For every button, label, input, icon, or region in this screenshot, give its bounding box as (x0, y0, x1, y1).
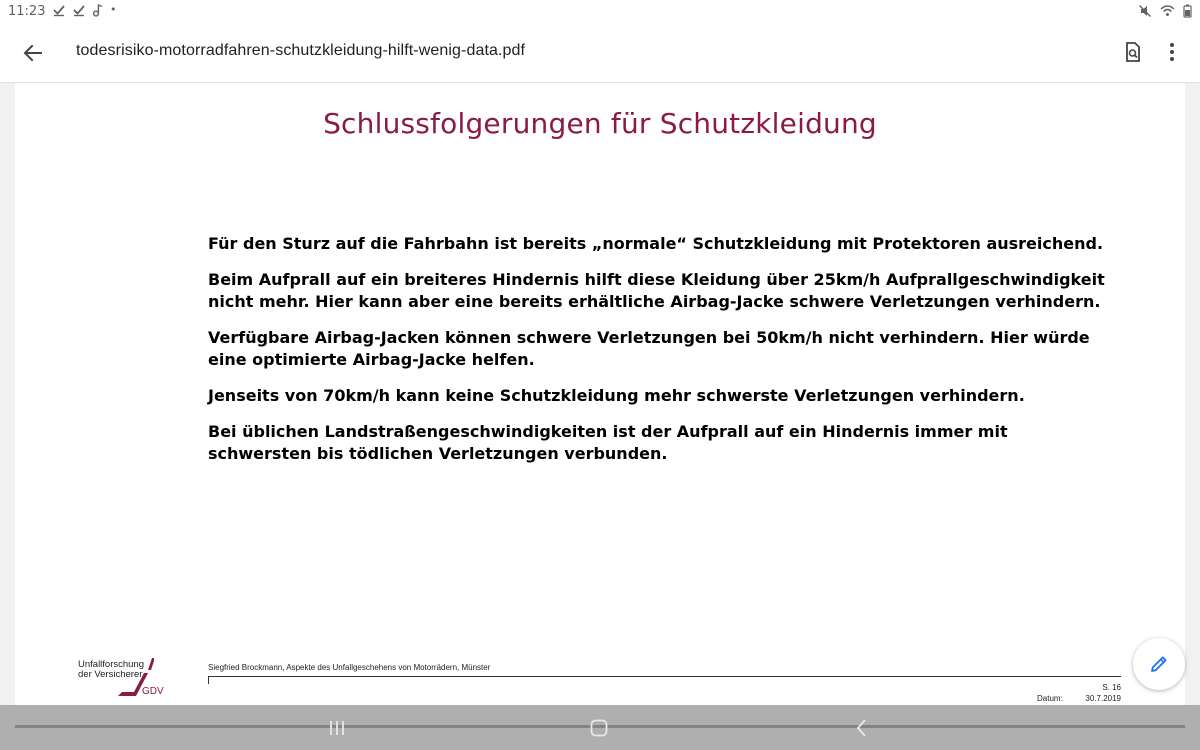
system-nav-bar (0, 705, 1200, 750)
slide-title: Schlussfolgerungen für Schutzkleidung (323, 107, 877, 140)
app-bar (0, 24, 1200, 83)
more-options-button[interactable] (1161, 40, 1183, 64)
check-notification-icon (72, 3, 86, 17)
nav-back-button[interactable] (852, 717, 872, 739)
status-notification-icons (52, 3, 117, 17)
pdf-page (15, 83, 1185, 705)
recents-icon (326, 718, 348, 738)
footer-divider-tick (208, 676, 209, 684)
paragraph: Jenseits von 70km/h kann keine Schutzkleidung mehr schwerste Verletzungen verhindern. (208, 386, 1025, 405)
recents-button[interactable] (326, 718, 348, 738)
paragraph: Beim Aufprall auf ein breiteres Hindernis hilft diese Kleidung über 25km/h Aufprallgeschwindigkeit nicht mehr. Hier kann aber eine bereits erhältliche Airbag-Jacke schwere Verletzungen verhindern. (208, 270, 1105, 311)
slide-content (208, 233, 1108, 479)
footer-author: Siegfried Brockmann, Aspekte des Unfallgeschehens von Motorrädern, Münster (208, 663, 491, 672)
status-bar (0, 0, 1200, 24)
battery-icon (1183, 4, 1192, 18)
footer-date: 30.7.2019 (1085, 694, 1121, 703)
search-document-button[interactable] (1121, 40, 1145, 64)
gdv-logo (78, 658, 178, 703)
paragraph: Bei üblichen Landstraßengeschwindigkeiten ist der Aufprall auf ein Hindernis immer mit schwersten bis tödlichen Verletzungen verbunden. (208, 422, 1008, 463)
logo-line1: Unfallforschung (78, 659, 145, 670)
footer-date-label: Datum: (1037, 694, 1063, 703)
footer-page-number: S. 16 (1102, 683, 1121, 692)
status-system-icons (1138, 4, 1192, 18)
mute-icon (1138, 4, 1152, 18)
status-time: 11:23 (8, 4, 46, 19)
wifi-icon (1160, 4, 1175, 18)
arrow-left-icon (20, 40, 46, 66)
check-notification-icon (52, 3, 66, 17)
document-title: todesrisiko-motorradfahren-schutzkleidung-hilft-wenig-data.pdf (76, 42, 526, 59)
edit-fab-button[interactable] (1133, 638, 1185, 690)
paragraph: Verfügbare Airbag-Jacken können schwere Verletzungen bei 50km/h nicht verhindern. Hier würde eine optimierte Airbag-Jacke helfen. (208, 328, 1090, 369)
footer-divider (208, 676, 1121, 677)
home-button[interactable] (588, 717, 610, 739)
document-search-icon (1121, 40, 1145, 64)
more-vert-icon (1161, 40, 1183, 64)
logo-brand: GDV (142, 686, 164, 697)
paragraph: Für den Sturz auf die Fahrbahn ist bereits „normale“ Schutzkleidung mit Protektoren ausreichend. (208, 234, 1104, 253)
pencil-icon (1148, 653, 1170, 675)
logo-line2: der Versicherer (78, 669, 143, 680)
music-note-icon (92, 3, 104, 17)
chevron-left-icon (852, 717, 872, 739)
more-notifications-dot: • (110, 3, 117, 16)
home-icon (588, 717, 610, 739)
back-button[interactable] (20, 40, 46, 66)
